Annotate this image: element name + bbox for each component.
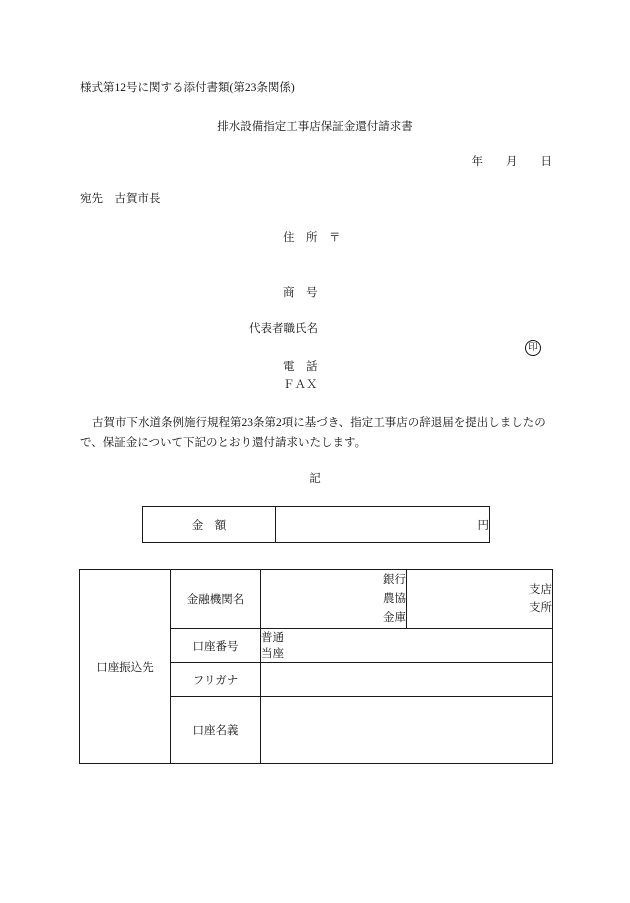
body-line-2: で、保証金について下記のとおり還付請求いたします。 — [80, 437, 367, 449]
institution-label: 金融機関名 — [186, 594, 245, 606]
payee-account-label: 口座振込先 — [96, 661, 154, 674]
seal-mark: 印 — [525, 340, 541, 356]
amount-label: 金 額 — [191, 519, 227, 532]
date-line: 年 月 日 — [471, 156, 552, 168]
institution-type-agri-coop: 農協 — [383, 592, 406, 605]
body-line-1: 古賀市下水道条例施行規程第23条第2項に基づき、指定工事店の辞退届を提出しましたの — [92, 417, 546, 429]
account-holder-field — [261, 697, 553, 764]
trade-name-label: 商 号 — [283, 287, 318, 299]
branch-type-branch: 支店 — [529, 584, 552, 596]
furigana-label: フリガナ — [192, 674, 239, 687]
amount-row — [143, 507, 490, 543]
payee-account-label-cell — [80, 570, 171, 764]
amount-table — [142, 506, 490, 543]
institution-label-cell — [171, 570, 261, 629]
account-number-label-cell — [171, 629, 261, 663]
amount-unit: 円 — [477, 519, 489, 532]
amount-value-cell — [276, 507, 490, 543]
branch-type-office: 支所 — [529, 602, 552, 614]
branch-name-cell — [407, 570, 553, 629]
account-number-label: 口座番号 — [192, 640, 239, 653]
phone-label: 電 話 — [283, 361, 318, 373]
institution-name-cell — [261, 570, 407, 629]
account-number-cell — [261, 629, 553, 663]
amount-label-cell — [143, 507, 276, 543]
institution-row — [80, 570, 553, 629]
account-holder-label-cell — [171, 697, 261, 764]
representative-label: 代表者職氏名 — [249, 323, 318, 335]
account-type-ordinary: 普通 — [261, 631, 284, 644]
account-type-current: 当座 — [261, 647, 284, 660]
document-title: 排水設備指定工事店保証金還付請求書 — [217, 121, 413, 133]
institution-type-credit-union: 金庫 — [383, 611, 406, 624]
bank-transfer-table — [79, 569, 553, 764]
address-label: 住 所 〒 — [283, 232, 341, 244]
fax-label: ＦＡＸ — [283, 379, 318, 391]
furigana-label-cell — [171, 663, 261, 697]
furigana-field — [261, 663, 553, 697]
ki-heading: 記 — [309, 473, 321, 485]
account-holder-label: 口座名義 — [192, 725, 239, 737]
addressee: 宛先 古賀市長 — [80, 193, 161, 205]
institution-type-bank: 銀行 — [383, 573, 406, 586]
form-reference: 様式第12号に関する添付書類(第23条関係) — [80, 82, 295, 94]
